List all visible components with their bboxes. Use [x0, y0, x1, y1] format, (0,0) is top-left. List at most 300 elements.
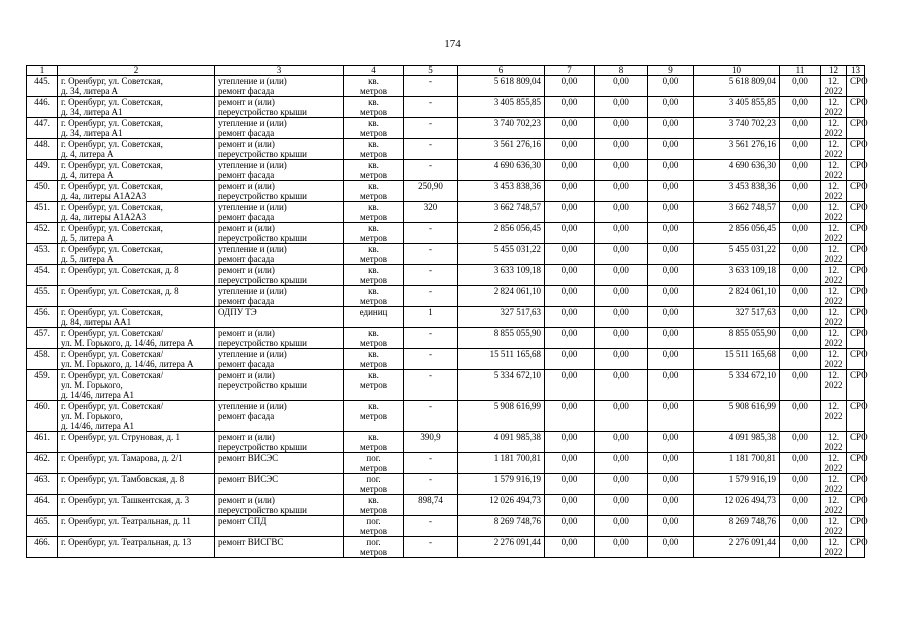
- work-type-cell-line: ремонт фасада: [218, 170, 275, 180]
- unit-cell-line: кв.: [368, 202, 379, 212]
- completion-date-cell-line: 2022: [824, 233, 843, 243]
- row-number-cell: 449.: [27, 160, 58, 181]
- address-cell: [58, 537, 215, 558]
- fund-cell-9: 0,00: [648, 223, 694, 244]
- completion-date-cell: [821, 370, 847, 401]
- table-row: [27, 370, 865, 401]
- row-number-cell: 453.: [27, 244, 58, 265]
- total-cost-cell: 327 517,63: [458, 307, 545, 328]
- fund-cell-9: 0,00: [648, 286, 694, 307]
- completion-date-cell-line: 2022: [824, 254, 843, 264]
- owner-funds-cell: 4 091 985,38: [694, 432, 780, 453]
- quantity-cell: -: [404, 401, 458, 432]
- work-type-cell-line: утепление и (или): [218, 160, 287, 170]
- method-cell: СРО: [847, 265, 865, 286]
- fund-cell-11: 0,00: [780, 265, 821, 286]
- unit-cell-line: метров: [360, 442, 387, 452]
- fund-cell-8: 0,00: [595, 328, 648, 349]
- completion-date-cell-line: 12.: [827, 537, 840, 547]
- address-cell: [58, 265, 215, 286]
- fund-cell-11: 0,00: [780, 474, 821, 495]
- row-number-cell: 451.: [27, 202, 58, 223]
- method-cell: СРО: [847, 202, 865, 223]
- completion-date-cell: [821, 328, 847, 349]
- quantity-cell: -: [404, 223, 458, 244]
- fund-cell-7: 0,00: [545, 118, 595, 139]
- address-cell-line: д. 4а, литеры А1А2А3: [61, 191, 147, 201]
- quantity-cell: -: [404, 328, 458, 349]
- quantity-cell: -: [404, 76, 458, 97]
- quantity-cell: -: [404, 97, 458, 118]
- address-cell-line: г. Оренбург, ул. Советская/: [61, 349, 164, 359]
- method-cell: СРО: [847, 181, 865, 202]
- unit-cell: [344, 453, 404, 474]
- completion-date-cell-line: 2022: [824, 411, 843, 421]
- quantity-cell: -: [404, 537, 458, 558]
- fund-cell-11: 0,00: [780, 160, 821, 181]
- work-type-cell: [215, 286, 344, 307]
- fund-cell-9: 0,00: [648, 265, 694, 286]
- table-row: [27, 432, 865, 453]
- unit-cell: [344, 432, 404, 453]
- completion-date-cell-line: 2022: [824, 547, 843, 557]
- address-cell: [58, 495, 215, 516]
- method-cell: СРО: [847, 349, 865, 370]
- completion-date-cell-line: 12.: [827, 181, 840, 191]
- method-cell: СРО: [847, 223, 865, 244]
- total-cost-cell: 3 633 109,18: [458, 265, 545, 286]
- work-type-cell: [215, 370, 344, 401]
- unit-cell-line: пог.: [366, 516, 381, 526]
- completion-date-cell-line: 12.: [827, 432, 840, 442]
- table-row: [27, 97, 865, 118]
- address-cell-line: д. 34, литера А1: [61, 128, 123, 138]
- quantity-cell: 390,9: [404, 432, 458, 453]
- row-number-cell: 465.: [27, 516, 58, 537]
- unit-cell-line: метров: [360, 191, 387, 201]
- completion-date-cell-line: 12.: [827, 202, 840, 212]
- work-type-cell-line: ремонт и (или): [218, 97, 275, 107]
- unit-cell-line: метров: [360, 463, 387, 473]
- fund-cell-9: 0,00: [648, 307, 694, 328]
- column-number-header: 13: [847, 66, 865, 76]
- total-cost-cell: 5 334 672,10: [458, 370, 545, 401]
- column-number-header: 6: [458, 66, 545, 76]
- quantity-cell: -: [404, 265, 458, 286]
- fund-cell-11: 0,00: [780, 401, 821, 432]
- unit-cell-line: метров: [360, 411, 387, 421]
- work-type-cell-line: ремонт фасада: [218, 212, 275, 222]
- method-cell: СРО: [847, 474, 865, 495]
- unit-cell: [344, 265, 404, 286]
- row-number-cell: 454.: [27, 265, 58, 286]
- fund-cell-8: 0,00: [595, 286, 648, 307]
- table-row: [27, 118, 865, 139]
- fund-cell-8: 0,00: [595, 160, 648, 181]
- total-cost-cell: 3 405 855,85: [458, 97, 545, 118]
- row-number-cell: 458.: [27, 349, 58, 370]
- table-row: [27, 495, 865, 516]
- owner-funds-cell: 12 026 494,73: [694, 495, 780, 516]
- unit-cell: [344, 76, 404, 97]
- completion-date-cell-line: 12.: [827, 474, 840, 484]
- method-cell: СРО: [847, 118, 865, 139]
- fund-cell-11: 0,00: [780, 307, 821, 328]
- quantity-cell: 1: [404, 307, 458, 328]
- fund-cell-9: 0,00: [648, 453, 694, 474]
- fund-cell-8: 0,00: [595, 97, 648, 118]
- address-cell-line: д. 4, литера А: [61, 170, 114, 180]
- fund-cell-11: 0,00: [780, 223, 821, 244]
- total-cost-cell: 5 455 031,22: [458, 244, 545, 265]
- fund-cell-8: 0,00: [595, 118, 648, 139]
- completion-date-cell: [821, 453, 847, 474]
- work-type-cell-line: утепление и (или): [218, 118, 287, 128]
- completion-date-cell: [821, 139, 847, 160]
- fund-cell-8: 0,00: [595, 453, 648, 474]
- completion-date-cell-line: 12.: [827, 286, 840, 296]
- unit-cell: [344, 160, 404, 181]
- owner-funds-cell: 2 824 061,10: [694, 286, 780, 307]
- owner-funds-cell: 3 633 109,18: [694, 265, 780, 286]
- fund-cell-11: 0,00: [780, 349, 821, 370]
- method-cell: СРО: [847, 516, 865, 537]
- fund-cell-9: 0,00: [648, 181, 694, 202]
- fund-cell-8: 0,00: [595, 202, 648, 223]
- owner-funds-cell: 1 181 700,81: [694, 453, 780, 474]
- method-cell: СРО: [847, 401, 865, 432]
- method-cell: СРО: [847, 139, 865, 160]
- total-cost-cell: 4 091 985,38: [458, 432, 545, 453]
- fund-cell-11: 0,00: [780, 516, 821, 537]
- unit-cell-line: кв.: [368, 223, 379, 233]
- owner-funds-cell: 5 334 672,10: [694, 370, 780, 401]
- completion-date-cell-line: 12.: [827, 516, 840, 526]
- unit-cell: [344, 307, 404, 328]
- completion-date-cell: [821, 537, 847, 558]
- completion-date-cell-line: 2022: [824, 484, 843, 494]
- fund-cell-8: 0,00: [595, 244, 648, 265]
- unit-cell: [344, 202, 404, 223]
- address-cell-line: г. Оренбург, ул. Советская, д. 8: [61, 265, 179, 275]
- column-number-header: 7: [545, 66, 595, 76]
- unit-cell-line: кв.: [368, 265, 379, 275]
- unit-cell-line: метров: [360, 380, 387, 390]
- fund-cell-7: 0,00: [545, 453, 595, 474]
- owner-funds-cell: 2 856 056,45: [694, 223, 780, 244]
- completion-date-cell: [821, 432, 847, 453]
- completion-date-cell-line: 2022: [824, 463, 843, 473]
- work-type-cell: [215, 244, 344, 265]
- unit-cell: [344, 401, 404, 432]
- address-cell-line: ул. М. Горького, д. 14/46, литера А: [61, 359, 194, 369]
- unit-cell-line: кв.: [368, 349, 379, 359]
- address-cell-line: д. 34, литера А: [61, 86, 119, 96]
- owner-funds-cell: 3 561 276,16: [694, 139, 780, 160]
- completion-date-cell-line: 12.: [827, 453, 840, 463]
- completion-date-cell-line: 12.: [827, 244, 840, 254]
- total-cost-cell: 3 453 838,36: [458, 181, 545, 202]
- method-cell: СРО: [847, 97, 865, 118]
- work-type-cell-line: ремонт ВИСЭС: [218, 474, 279, 484]
- address-cell-line: ул. М. Горького,: [61, 380, 123, 390]
- unit-cell-line: пог.: [366, 537, 381, 547]
- row-number-cell: 456.: [27, 307, 58, 328]
- total-cost-cell: 2 856 056,45: [458, 223, 545, 244]
- address-cell: [58, 401, 215, 432]
- work-type-cell-line: ремонт фасада: [218, 128, 275, 138]
- unit-cell: [344, 495, 404, 516]
- address-cell-line: г. Оренбург, ул. Советская,: [61, 118, 163, 128]
- fund-cell-11: 0,00: [780, 453, 821, 474]
- unit-cell: [344, 181, 404, 202]
- table-row: [27, 181, 865, 202]
- method-cell: СРО: [847, 307, 865, 328]
- total-cost-cell: 3 662 748,57: [458, 202, 545, 223]
- unit-cell: [344, 349, 404, 370]
- row-number-cell: 450.: [27, 181, 58, 202]
- address-cell-line: ул. М. Горького,: [61, 411, 123, 421]
- table-row: [27, 244, 865, 265]
- fund-cell-8: 0,00: [595, 181, 648, 202]
- row-number-cell: 448.: [27, 139, 58, 160]
- unit-cell-line: метров: [360, 233, 387, 243]
- work-type-cell: [215, 307, 344, 328]
- completion-date-cell-line: 12.: [827, 139, 840, 149]
- work-type-cell: [215, 328, 344, 349]
- work-type-cell: [215, 474, 344, 495]
- fund-cell-7: 0,00: [545, 516, 595, 537]
- quantity-cell: -: [404, 286, 458, 307]
- method-cell: СРО: [847, 160, 865, 181]
- unit-cell-line: метров: [360, 505, 387, 515]
- table-row: [27, 307, 865, 328]
- table-row: [27, 328, 865, 349]
- owner-funds-cell: 327 517,63: [694, 307, 780, 328]
- fund-cell-9: 0,00: [648, 516, 694, 537]
- completion-date-cell-line: 12.: [827, 370, 840, 380]
- row-number-cell: 461.: [27, 432, 58, 453]
- completion-date-cell: [821, 118, 847, 139]
- address-cell: [58, 453, 215, 474]
- work-type-cell-line: переустройство крыши: [218, 107, 307, 117]
- work-type-cell: [215, 265, 344, 286]
- address-cell: [58, 432, 215, 453]
- address-cell-line: д. 4, литера А: [61, 149, 114, 159]
- completion-date-cell-line: 2022: [824, 442, 843, 452]
- quantity-cell: 320: [404, 202, 458, 223]
- work-type-cell-line: утепление и (или): [218, 401, 287, 411]
- work-type-cell-line: ремонт фасада: [218, 296, 275, 306]
- column-number-header: 3: [215, 66, 344, 76]
- owner-funds-cell: 4 690 636,30: [694, 160, 780, 181]
- fund-cell-9: 0,00: [648, 432, 694, 453]
- method-cell: СРО: [847, 370, 865, 401]
- address-cell: [58, 181, 215, 202]
- unit-cell-line: метров: [360, 359, 387, 369]
- work-type-cell-line: ОДПУ ТЭ: [218, 307, 257, 317]
- address-cell-line: д. 5, литера А: [61, 254, 114, 264]
- address-cell: [58, 223, 215, 244]
- fund-cell-11: 0,00: [780, 76, 821, 97]
- unit-cell-line: кв.: [368, 118, 379, 128]
- address-cell: [58, 349, 215, 370]
- fund-cell-7: 0,00: [545, 432, 595, 453]
- address-cell-line: г. Оренбург, ул. Советская,: [61, 223, 163, 233]
- fund-cell-11: 0,00: [780, 328, 821, 349]
- fund-cell-11: 0,00: [780, 432, 821, 453]
- row-number-cell: 452.: [27, 223, 58, 244]
- work-type-cell-line: утепление и (или): [218, 76, 287, 86]
- address-cell-line: г. Оренбург, ул. Советская/: [61, 370, 164, 380]
- table-row: [27, 76, 865, 97]
- column-number-header: 8: [595, 66, 648, 76]
- completion-date-cell-line: 2022: [824, 170, 843, 180]
- address-cell: [58, 139, 215, 160]
- quantity-cell: -: [404, 349, 458, 370]
- completion-date-cell-line: 12.: [827, 349, 840, 359]
- fund-cell-7: 0,00: [545, 223, 595, 244]
- work-type-cell: [215, 202, 344, 223]
- fund-cell-11: 0,00: [780, 202, 821, 223]
- completion-date-cell-line: 2022: [824, 296, 843, 306]
- row-number-cell: 466.: [27, 537, 58, 558]
- work-type-cell: [215, 495, 344, 516]
- completion-date-cell: [821, 202, 847, 223]
- address-cell-line: г. Оренбург, ул. Советская,: [61, 139, 163, 149]
- total-cost-cell: 4 690 636,30: [458, 160, 545, 181]
- address-cell-line: г. Оренбург, ул. Тамбовская, д. 8: [61, 474, 185, 484]
- address-cell-line: г. Оренбург, ул. Советская,: [61, 307, 163, 317]
- completion-date-cell: [821, 401, 847, 432]
- row-number-cell: 463.: [27, 474, 58, 495]
- column-number-header: 2: [58, 66, 215, 76]
- unit-cell-line: кв.: [368, 97, 379, 107]
- table-row: [27, 516, 865, 537]
- address-cell-line: д. 5, литера А: [61, 233, 114, 243]
- completion-date-cell: [821, 181, 847, 202]
- unit-cell-line: кв.: [368, 286, 379, 296]
- unit-cell: [344, 328, 404, 349]
- fund-cell-11: 0,00: [780, 370, 821, 401]
- address-cell-line: д. 34, литера А1: [61, 107, 123, 117]
- address-cell-line: г. Оренбург, ул. Советская,: [61, 97, 163, 107]
- work-type-cell-line: ремонт фасада: [218, 411, 275, 421]
- fund-cell-7: 0,00: [545, 495, 595, 516]
- address-cell: [58, 474, 215, 495]
- fund-cell-7: 0,00: [545, 349, 595, 370]
- unit-cell-line: кв.: [368, 370, 379, 380]
- row-number-cell: 459.: [27, 370, 58, 401]
- unit-cell-line: кв.: [368, 328, 379, 338]
- completion-date-cell: [821, 160, 847, 181]
- address-cell-line: г. Оренбург, ул. Театральная, д. 11: [61, 516, 191, 526]
- quantity-cell: -: [404, 244, 458, 265]
- fund-cell-7: 0,00: [545, 97, 595, 118]
- owner-funds-cell: 3 662 748,57: [694, 202, 780, 223]
- unit-cell-line: кв.: [368, 139, 379, 149]
- table-row: [27, 139, 865, 160]
- fund-cell-11: 0,00: [780, 181, 821, 202]
- unit-cell-line: метров: [360, 275, 387, 285]
- unit-cell-line: метров: [360, 254, 387, 264]
- completion-date-cell: [821, 265, 847, 286]
- work-type-cell-line: переустройство крыши: [218, 233, 307, 243]
- quantity-cell: -: [404, 516, 458, 537]
- unit-cell: [344, 97, 404, 118]
- table-row: [27, 265, 865, 286]
- address-cell: [58, 97, 215, 118]
- owner-funds-cell: 15 511 165,68: [694, 349, 780, 370]
- address-cell-line: г. Оренбург, ул. Советская,: [61, 244, 163, 254]
- fund-cell-9: 0,00: [648, 401, 694, 432]
- completion-date-cell-line: 2022: [824, 338, 843, 348]
- total-cost-cell: 3 561 276,16: [458, 139, 545, 160]
- address-cell-line: г. Оренбург, ул. Советская,: [61, 181, 163, 191]
- work-type-cell-line: ремонт СПД: [218, 516, 267, 526]
- quantity-cell: -: [404, 160, 458, 181]
- completion-date-cell-line: 12.: [827, 328, 840, 338]
- unit-cell: [344, 223, 404, 244]
- unit-cell-line: метров: [360, 107, 387, 117]
- fund-cell-7: 0,00: [545, 286, 595, 307]
- address-cell: [58, 516, 215, 537]
- work-type-cell-line: ремонт ВИСГВС: [218, 537, 284, 547]
- completion-date-cell-line: 12.: [827, 495, 840, 505]
- work-type-cell-line: ремонт фасада: [218, 359, 275, 369]
- column-number-header-row: [27, 66, 865, 76]
- total-cost-cell: 1 579 916,19: [458, 474, 545, 495]
- fund-cell-11: 0,00: [780, 495, 821, 516]
- address-cell: [58, 244, 215, 265]
- work-type-cell-line: утепление и (или): [218, 244, 287, 254]
- method-cell: СРО: [847, 76, 865, 97]
- address-cell-line: ул. М. Горького, д. 14/46, литера А: [61, 338, 194, 348]
- method-cell: СРО: [847, 432, 865, 453]
- fund-cell-8: 0,00: [595, 223, 648, 244]
- unit-cell-line: кв.: [368, 401, 379, 411]
- fund-cell-9: 0,00: [648, 495, 694, 516]
- fund-cell-9: 0,00: [648, 160, 694, 181]
- address-cell-line: г. Оренбург, ул. Струновая, д. 1: [61, 432, 180, 442]
- address-cell: [58, 286, 215, 307]
- fund-cell-7: 0,00: [545, 202, 595, 223]
- fund-cell-7: 0,00: [545, 76, 595, 97]
- fund-cell-8: 0,00: [595, 401, 648, 432]
- method-cell: СРО: [847, 244, 865, 265]
- fund-cell-7: 0,00: [545, 244, 595, 265]
- unit-cell-line: метров: [360, 212, 387, 222]
- address-cell-line: г. Оренбург, ул. Тамарова, д. 2/1: [61, 453, 183, 463]
- address-cell-line: д. 14/46, литера А1: [61, 390, 135, 400]
- completion-date-cell: [821, 495, 847, 516]
- work-type-cell: [215, 349, 344, 370]
- fund-cell-9: 0,00: [648, 349, 694, 370]
- address-cell: [58, 307, 215, 328]
- fund-cell-8: 0,00: [595, 307, 648, 328]
- unit-cell: [344, 118, 404, 139]
- work-type-cell-line: утепление и (или): [218, 349, 287, 359]
- owner-funds-cell: 3 453 838,36: [694, 181, 780, 202]
- completion-date-cell-line: 2022: [824, 107, 843, 117]
- work-type-cell-line: ремонт фасада: [218, 254, 275, 264]
- address-cell-line: г. Оренбург, ул. Ташкентская, д. 3: [61, 495, 190, 505]
- fund-cell-8: 0,00: [595, 76, 648, 97]
- address-cell-line: г. Оренбург, ул. Советская/: [61, 328, 164, 338]
- address-cell-line: г. Оренбург, ул. Театральная, д. 13: [61, 537, 192, 547]
- column-number-header: 4: [344, 66, 404, 76]
- owner-funds-cell: 1 579 916,19: [694, 474, 780, 495]
